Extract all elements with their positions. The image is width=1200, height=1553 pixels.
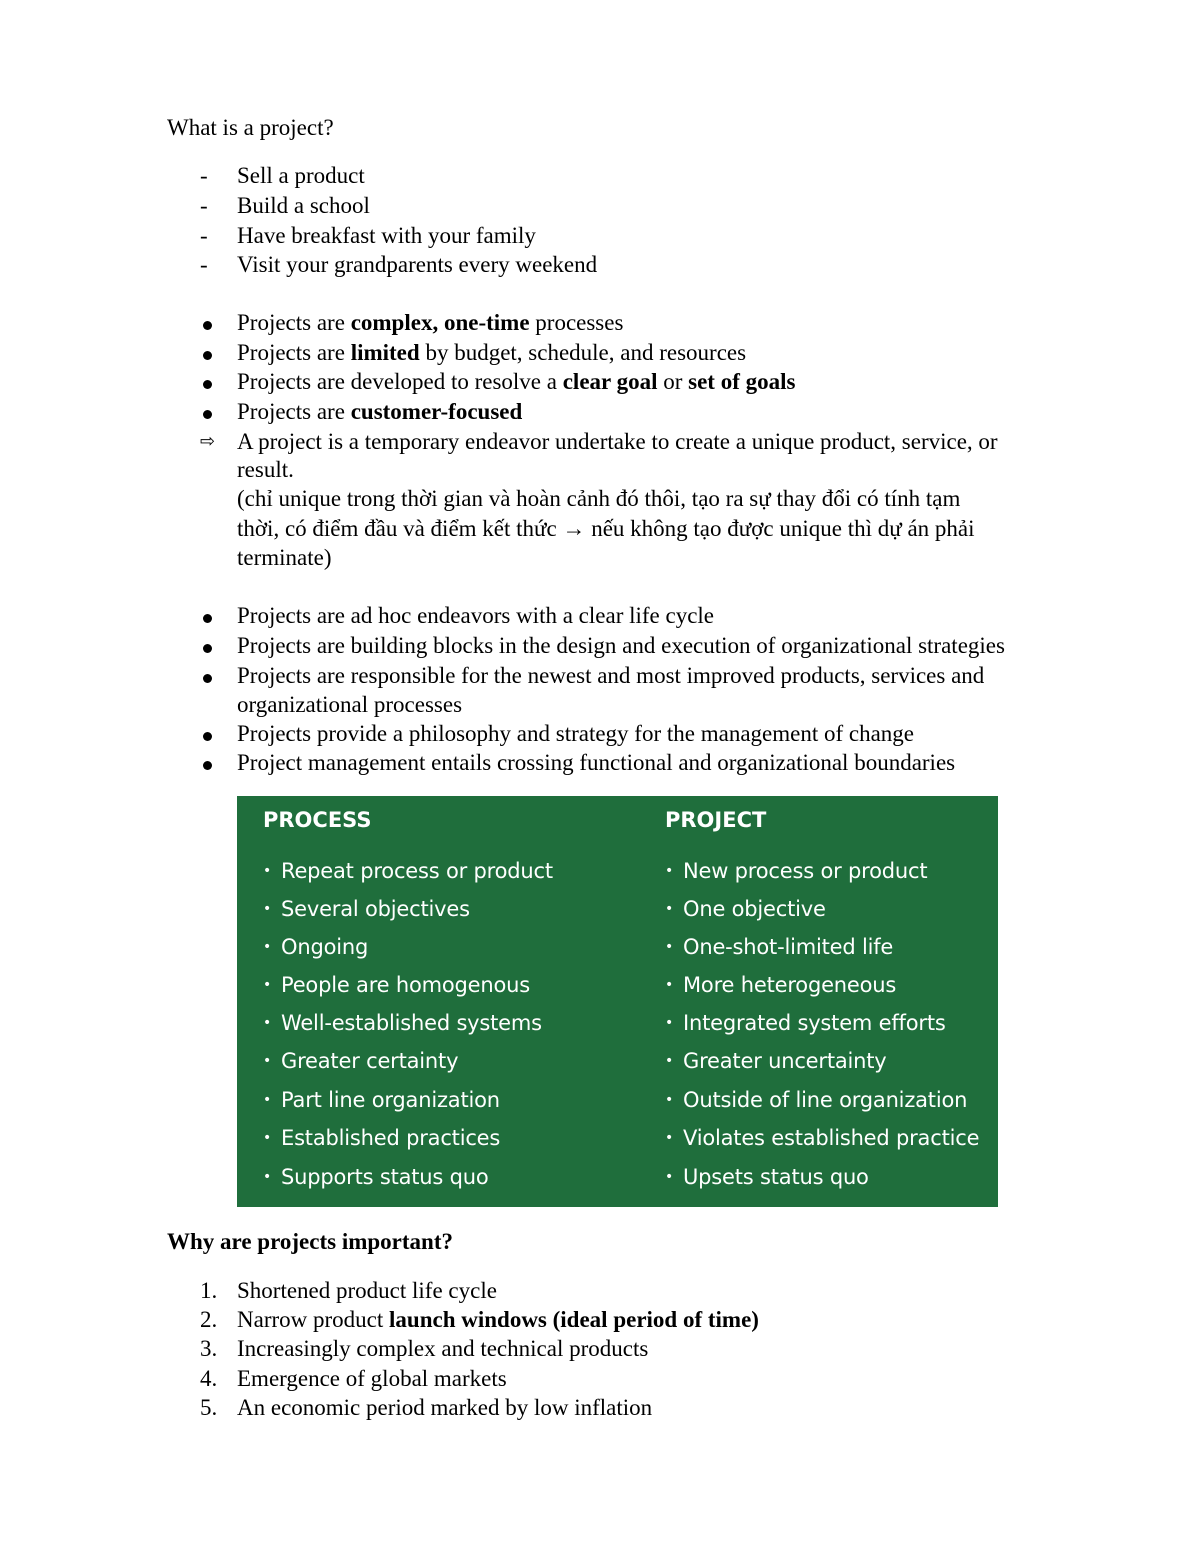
conclusion-line: terminate) (237, 545, 332, 570)
table-cell: • One objective (665, 897, 826, 921)
bullet-dot (200, 661, 230, 691)
table-cell: • Integrated system efforts (665, 1011, 946, 1035)
process-column-title: PROCESS (263, 808, 372, 832)
table-cell: • Outside of line organization (665, 1088, 968, 1112)
table-cell: • Several objectives (263, 897, 470, 921)
table-cell: • Supports status quo (263, 1165, 489, 1189)
list-item: Projects are building blocks in the design and execution of organizational strategies (237, 633, 1005, 658)
arrow-right-icon: ⇨ (200, 431, 216, 452)
table-cell: • Well-established systems (263, 1011, 542, 1035)
table-cell: • One-shot-limited life (665, 935, 894, 959)
bullet-dot (200, 631, 230, 661)
conclusion-line: (chỉ unique trong thời gian và hoàn cảnh đó thôi, tạo ra sự thay đổi có tính tạm (237, 486, 961, 511)
dash-marker: - (200, 223, 208, 248)
table-cell: • Greater uncertainty (665, 1049, 887, 1073)
list-number: 4. (200, 1366, 218, 1391)
table-cell: • New process or product (665, 859, 928, 883)
list-number: 5. (200, 1395, 218, 1420)
table-cell: • Upsets status quo (665, 1165, 869, 1189)
bullet-dot (200, 601, 230, 631)
bullet-dot (200, 367, 230, 397)
list-item: Project management entails crossing functional and organizational boundaries (237, 750, 956, 775)
list-item: Emergence of global markets (237, 1366, 507, 1391)
list-number: 2. (200, 1307, 218, 1332)
list-item: Projects provide a philosophy and strategy for the management of change (237, 721, 915, 746)
dash-marker: - (200, 193, 208, 218)
list-item: Projects are responsible for the newest and most improved products, services and (237, 663, 985, 688)
dash-marker: - (200, 163, 208, 188)
conclusion-line: thời, có điểm đầu và điểm kết thức → nếu không tạo được unique thì dự án phải (237, 516, 975, 541)
table-cell: • Part line organization (263, 1088, 500, 1112)
dash-marker: - (200, 252, 208, 277)
list-item: Projects are ad hoc endeavors with a clear life cycle (237, 603, 715, 628)
list-item: Visit your grandparents every weekend (237, 252, 598, 277)
bullet-dot (200, 338, 230, 368)
list-item: Narrow product launch windows (ideal period of time) (237, 1307, 759, 1332)
table-cell: • People are homogenous (263, 973, 530, 997)
section-heading-what-is-project: What is a project? (167, 115, 334, 140)
table-cell: • Greater certainty (263, 1049, 459, 1073)
bullet-dot (200, 397, 230, 427)
process-vs-project-table (237, 796, 998, 1207)
list-number: 1. (200, 1278, 218, 1303)
list-item: Build a school (237, 193, 370, 218)
list-item: Projects are developed to resolve a clear goal or set of goals (237, 369, 796, 394)
section-heading-why-important: Why are projects important? (167, 1229, 453, 1254)
list-item: Projects are complex, one-time processes (237, 310, 624, 335)
list-item: Shortened product life cycle (237, 1278, 497, 1303)
table-cell: • More heterogeneous (665, 973, 897, 997)
list-number: 3. (200, 1336, 218, 1361)
table-cell: • Ongoing (263, 935, 369, 959)
project-column-title: PROJECT (665, 808, 767, 832)
bullet-dot (200, 308, 230, 338)
bullet-dot (200, 748, 230, 778)
list-item: Sell a product (237, 163, 365, 188)
table-cell: • Violates established practice (665, 1126, 980, 1150)
list-item: An economic period marked by low inflation (237, 1395, 653, 1420)
list-item: Increasingly complex and technical products (237, 1336, 649, 1361)
table-cell: • Repeat process or product (263, 859, 553, 883)
conclusion-line: A project is a temporary endeavor undertake to create a unique product, service, or (237, 429, 998, 454)
list-item: Projects are customer-focused (237, 399, 523, 424)
table-cell: • Established practices (263, 1126, 501, 1150)
conclusion-line: result. (237, 457, 294, 482)
list-item-continuation: organizational processes (237, 692, 463, 717)
bullet-dot (200, 719, 230, 749)
list-item: Projects are limited by budget, schedule, and resources (237, 340, 747, 365)
list-item: Have breakfast with your family (237, 223, 536, 248)
